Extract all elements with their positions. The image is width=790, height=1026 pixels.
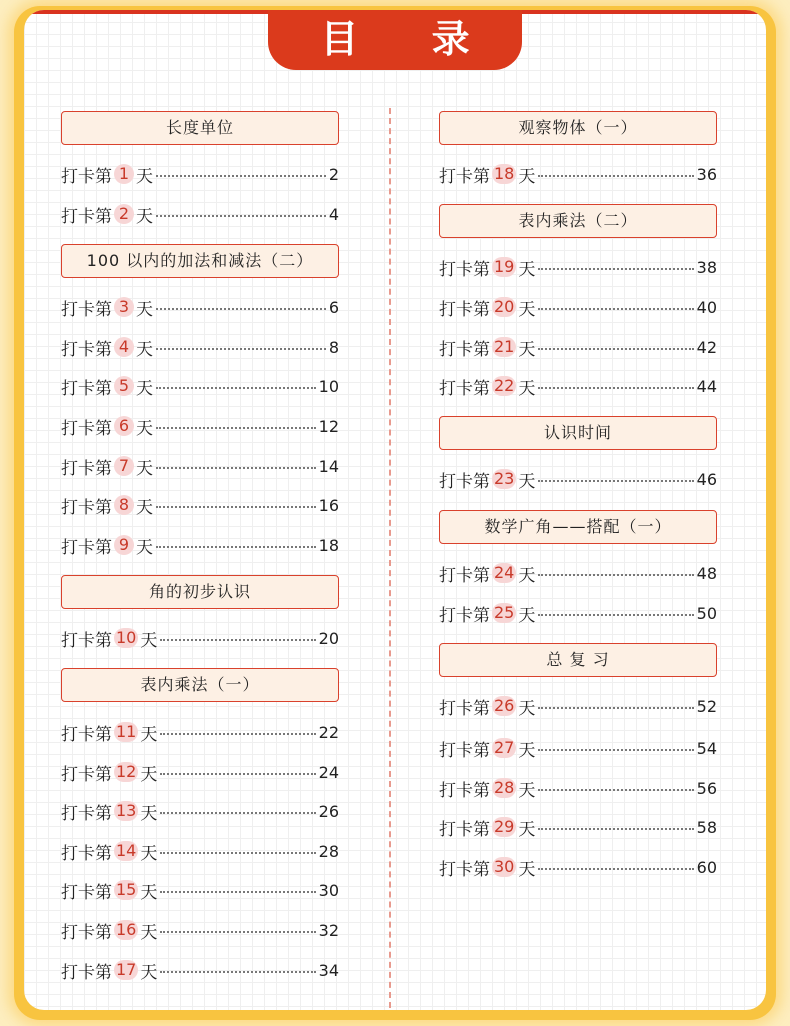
toc-entry[interactable]	[61, 957, 339, 983]
section-header: 认识时间	[439, 416, 717, 450]
dot-leader	[160, 852, 315, 854]
dot-leader	[160, 773, 315, 775]
entry-suffix: 天	[140, 630, 158, 651]
page-number: 42	[696, 337, 717, 357]
dot-leader	[156, 506, 316, 508]
dot-leader	[156, 546, 316, 548]
page-number: 32	[318, 920, 339, 940]
entry-prefix: 打卡第	[61, 339, 112, 360]
entry-prefix: 打卡第	[439, 259, 490, 280]
toc-entry[interactable]	[439, 294, 717, 320]
entry-prefix: 打卡第	[439, 819, 490, 840]
column-divider	[389, 108, 391, 1008]
day-badge: 19	[494, 257, 515, 276]
entry-suffix: 天	[518, 166, 536, 187]
toc-entry[interactable]	[61, 877, 339, 903]
page-number: 8	[328, 337, 339, 357]
dot-leader	[538, 828, 693, 830]
toc-entry[interactable]	[439, 161, 717, 187]
toc-entry[interactable]	[439, 334, 717, 360]
entry-suffix: 天	[136, 537, 153, 558]
toc-entry[interactable]	[61, 917, 339, 943]
page-number: 12	[318, 416, 339, 436]
day-badge: 23	[494, 469, 515, 488]
entry-prefix: 打卡第	[61, 537, 112, 558]
dot-leader	[156, 467, 316, 469]
entry-suffix: 天	[518, 259, 536, 280]
page-title: 目 录	[268, 10, 522, 70]
day-badge: 15	[116, 880, 137, 899]
section-header: 表内乘法（一）	[61, 668, 339, 702]
page-number: 56	[696, 778, 717, 798]
entry-suffix: 天	[518, 698, 536, 719]
dot-leader	[538, 387, 693, 389]
page-number: 46	[696, 469, 717, 489]
page-number: 36	[696, 164, 717, 184]
toc-entry[interactable]	[61, 453, 339, 479]
section-header: 100 以内的加法和减法（二）	[61, 244, 339, 278]
toc-entry[interactable]	[439, 693, 717, 719]
entry-suffix: 天	[136, 418, 153, 439]
toc-entry[interactable]	[61, 759, 339, 785]
entry-suffix: 天	[518, 471, 536, 492]
toc-entry[interactable]	[439, 600, 717, 626]
toc-entry[interactable]	[61, 334, 339, 360]
entry-suffix: 天	[136, 299, 153, 320]
page-number: 18	[318, 535, 339, 555]
section-header: 观察物体（一）	[439, 111, 717, 145]
dot-leader	[160, 812, 315, 814]
toc-entry[interactable]	[61, 294, 339, 320]
dot-leader	[160, 931, 315, 933]
entry-prefix: 打卡第	[439, 740, 490, 761]
dot-leader	[538, 789, 693, 791]
entry-prefix: 打卡第	[61, 206, 112, 227]
toc-entry[interactable]	[61, 161, 339, 187]
day-badge: 29	[494, 817, 515, 836]
entry-suffix: 天	[140, 922, 158, 943]
page-number: 10	[318, 376, 339, 396]
page-number: 20	[318, 628, 339, 648]
day-badge: 13	[116, 801, 137, 820]
entry-prefix: 打卡第	[439, 166, 490, 187]
dot-leader	[538, 574, 693, 576]
entry-suffix: 天	[136, 166, 153, 187]
section-header: 表内乘法（二）	[439, 204, 717, 238]
entry-suffix: 天	[518, 859, 536, 880]
toc-entry[interactable]	[439, 254, 717, 280]
entry-suffix: 天	[136, 206, 153, 227]
toc-entry[interactable]	[61, 798, 339, 824]
entry-prefix: 打卡第	[439, 605, 490, 626]
section-header: 角的初步认识	[61, 575, 339, 609]
entry-prefix: 打卡第	[61, 803, 112, 824]
page-number: 28	[318, 841, 339, 861]
entry-prefix: 打卡第	[439, 471, 490, 492]
page-number: 16	[318, 495, 339, 515]
day-badge: 28	[494, 778, 515, 797]
dot-leader	[160, 971, 315, 973]
entry-prefix: 打卡第	[61, 962, 112, 983]
toc-entry[interactable]	[439, 735, 717, 761]
day-badge: 8	[114, 495, 134, 515]
entry-prefix: 打卡第	[439, 378, 490, 399]
dot-leader	[538, 749, 693, 751]
page-number: 4	[328, 204, 339, 224]
entry-suffix: 天	[518, 740, 536, 761]
toc-entry[interactable]	[61, 625, 339, 651]
dot-leader	[160, 639, 315, 641]
entry-prefix: 打卡第	[61, 378, 112, 399]
entry-suffix: 天	[140, 803, 158, 824]
dot-leader	[538, 268, 693, 270]
entry-prefix: 打卡第	[439, 299, 490, 320]
day-badge: 20	[494, 297, 515, 316]
page-number: 22	[318, 722, 339, 742]
entry-suffix: 天	[140, 724, 158, 745]
day-badge: 4	[114, 337, 134, 357]
day-badge: 30	[494, 857, 515, 876]
section-header: 总 复 习	[439, 643, 717, 677]
entry-prefix: 打卡第	[439, 698, 490, 719]
day-badge: 26	[494, 696, 515, 715]
entry-prefix: 打卡第	[61, 299, 112, 320]
entry-suffix: 天	[518, 339, 536, 360]
day-badge: 16	[116, 920, 137, 939]
entry-prefix: 打卡第	[439, 859, 490, 880]
entry-prefix: 打卡第	[61, 458, 112, 479]
toc-entry[interactable]	[61, 838, 339, 864]
section-header: 长度单位	[61, 111, 339, 145]
entry-suffix: 天	[140, 843, 158, 864]
entry-prefix: 打卡第	[439, 565, 490, 586]
page-number: 48	[696, 563, 717, 583]
entry-prefix: 打卡第	[439, 339, 490, 360]
dot-leader	[538, 707, 693, 709]
day-badge: 3	[114, 297, 134, 317]
entry-suffix: 天	[136, 458, 153, 479]
toc-entry[interactable]	[439, 466, 717, 492]
entry-suffix: 天	[136, 378, 153, 399]
day-badge: 24	[494, 563, 515, 582]
entry-suffix: 天	[140, 764, 158, 785]
day-badge: 5	[114, 376, 134, 396]
dot-leader	[538, 175, 693, 177]
section-header: 数学广角——搭配（一）	[439, 510, 717, 544]
page-number: 26	[318, 801, 339, 821]
toc-entry[interactable]	[61, 373, 339, 399]
dot-leader	[160, 733, 315, 735]
dot-leader	[538, 308, 693, 310]
dot-leader	[538, 348, 693, 350]
entry-prefix: 打卡第	[61, 764, 112, 785]
page-number: 14	[318, 456, 339, 476]
toc-page	[24, 10, 766, 1010]
day-badge: 10	[116, 628, 137, 647]
entry-suffix: 天	[518, 299, 536, 320]
day-badge: 7	[114, 456, 134, 476]
page-number: 24	[318, 762, 339, 782]
toc-entry[interactable]	[439, 814, 717, 840]
day-badge: 11	[116, 722, 137, 741]
dot-leader	[538, 614, 693, 616]
page-number: 54	[696, 738, 717, 758]
toc-entry[interactable]	[439, 854, 717, 880]
page-number: 44	[696, 376, 717, 396]
day-badge: 6	[114, 416, 134, 436]
page-number: 52	[696, 696, 717, 716]
entry-prefix: 打卡第	[61, 922, 112, 943]
page-number: 6	[328, 297, 339, 317]
dot-leader	[156, 387, 316, 389]
dot-leader	[538, 868, 693, 870]
entry-prefix: 打卡第	[439, 780, 490, 801]
dot-leader	[160, 891, 315, 893]
toc-entry[interactable]	[61, 719, 339, 745]
page-number: 34	[318, 960, 339, 980]
page-number: 58	[696, 817, 717, 837]
entry-prefix: 打卡第	[61, 882, 112, 903]
entry-suffix: 天	[518, 819, 536, 840]
entry-suffix: 天	[136, 497, 153, 518]
toc-entry[interactable]	[61, 492, 339, 518]
page-number: 50	[696, 603, 717, 623]
dot-leader	[156, 308, 326, 310]
day-badge: 21	[494, 337, 515, 356]
entry-suffix: 天	[518, 565, 536, 586]
entry-suffix: 天	[140, 882, 158, 903]
entry-suffix: 天	[518, 378, 536, 399]
entry-prefix: 打卡第	[61, 166, 112, 187]
dot-leader	[156, 215, 326, 217]
entry-prefix: 打卡第	[61, 724, 112, 745]
day-badge: 17	[116, 960, 137, 979]
toc-entry[interactable]	[61, 201, 339, 227]
page-number: 2	[328, 164, 339, 184]
day-badge: 27	[494, 738, 515, 757]
page-number: 40	[696, 297, 717, 317]
toc-entry[interactable]	[61, 413, 339, 439]
day-badge: 22	[494, 376, 515, 395]
day-badge: 14	[116, 841, 137, 860]
toc-entry[interactable]	[61, 532, 339, 558]
entry-prefix: 打卡第	[61, 843, 112, 864]
toc-entry[interactable]	[439, 373, 717, 399]
dot-leader	[156, 175, 326, 177]
day-badge: 1	[114, 164, 134, 184]
entry-suffix: 天	[136, 339, 153, 360]
dot-leader	[156, 348, 326, 350]
toc-entry[interactable]	[439, 775, 717, 801]
day-badge: 18	[494, 164, 515, 183]
entry-prefix: 打卡第	[61, 418, 112, 439]
entry-prefix: 打卡第	[61, 497, 112, 518]
day-badge: 2	[114, 204, 134, 224]
day-badge: 9	[114, 535, 134, 555]
entry-prefix: 打卡第	[61, 630, 112, 651]
page-number: 60	[696, 857, 717, 877]
day-badge: 25	[494, 603, 515, 622]
page-number: 38	[696, 257, 717, 277]
day-badge: 12	[116, 762, 137, 781]
page-number: 30	[318, 880, 339, 900]
dot-leader	[538, 480, 693, 482]
entry-suffix: 天	[518, 605, 536, 626]
entry-suffix: 天	[140, 962, 158, 983]
entry-suffix: 天	[518, 780, 536, 801]
toc-entry[interactable]	[439, 560, 717, 586]
dot-leader	[156, 427, 316, 429]
